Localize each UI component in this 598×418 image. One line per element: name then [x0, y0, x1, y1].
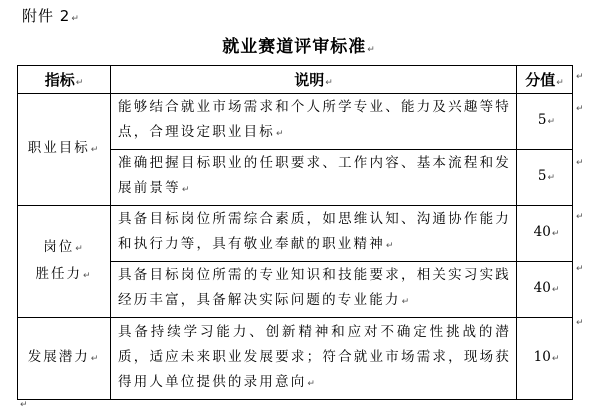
attachment-label [22, 6, 80, 29]
description-cell [111, 318, 517, 400]
row-end-mark-icon: ↵ [576, 104, 584, 114]
indicator-label-line1: 岗位 [43, 238, 75, 255]
table-row [18, 318, 573, 400]
row-end-mark-icon: ↵ [576, 264, 584, 274]
paragraph-mark-icon: ↵ [307, 378, 318, 389]
paragraph-mark-icon: ↵ [367, 45, 376, 55]
header-description [111, 66, 517, 94]
criteria-table [17, 65, 573, 400]
description-text: 具备持续学习能力、创新精神和应对不确定性挑战的潜质，适应未来职业发展要求；符合就业市场需求，现场获得用人单位提供的录用意向 [118, 323, 511, 390]
score-cell [517, 206, 573, 262]
header-indicator-label: 指标 [44, 71, 75, 89]
description-text: 准确把握目标职业的任职要求、工作内容、基本流程和发展前景等 [118, 155, 511, 196]
score-cell [517, 262, 573, 318]
paragraph-mark-icon: ↵ [276, 129, 286, 139]
header-score [517, 66, 573, 94]
score-value: 40 [533, 280, 551, 296]
paragraph-mark-icon: ↵ [20, 400, 28, 410]
paragraph-mark-icon: ↵ [181, 185, 192, 195]
score-cell [517, 318, 573, 400]
score-value: 10 [533, 349, 551, 365]
indicator-label: 职业目标 [27, 140, 90, 156]
paragraph-mark-icon: ↵ [551, 354, 560, 364]
header-indicator [18, 66, 111, 94]
description-text: 能够结合就业市场需求和个人所学专业、能力及兴趣等特点，合理设定职业目标 [118, 99, 511, 140]
indicator-cell-career-goal [18, 94, 111, 206]
indicator-label: 发展潜力 [27, 349, 90, 365]
paragraph-mark-icon: ↵ [71, 14, 80, 24]
paragraph-mark-icon: ↵ [556, 78, 564, 88]
table-row [18, 206, 573, 262]
paragraph-mark-icon: ↵ [325, 78, 333, 88]
row-end-mark-icon: ↵ [576, 158, 584, 168]
paragraph-mark-icon: ↵ [75, 78, 84, 88]
description-cell [111, 150, 517, 206]
description-text: 具备目标岗位所需的专业知识和技能要求，相关实习实践经历丰富，具备解决实际问题的专业能力 [118, 267, 511, 308]
table-row [18, 94, 573, 150]
header-score-label: 分值 [525, 71, 556, 89]
document-title [0, 36, 598, 61]
paragraph-mark-icon: ↵ [551, 229, 560, 239]
description-cell [111, 94, 517, 150]
paragraph-mark-icon: ↵ [75, 243, 85, 254]
document-title-text: 就业赛道评审标准 [222, 37, 367, 57]
indicator-cell-job-competency [18, 206, 111, 318]
score-value: 40 [533, 224, 551, 240]
description-cell [111, 262, 517, 318]
description-text: 具备目标岗位所需综合素质，如思维认知、沟通协作能力和执行力等，具有敬业奉献的职业精神 [118, 211, 511, 252]
table-header-row [18, 66, 573, 94]
paragraph-mark-icon: ↵ [90, 354, 101, 364]
row-end-mark-icon: ↵ [576, 212, 584, 222]
paragraph-mark-icon: ↵ [385, 241, 396, 251]
paragraph-mark-icon: ↵ [82, 270, 93, 281]
paragraph-mark-icon: ↵ [551, 285, 560, 295]
header-description-label: 说明 [294, 71, 325, 89]
score-value: 5 [537, 168, 547, 184]
row-end-mark-icon: ↵ [576, 72, 584, 82]
indicator-label-line2: 胜任力 [35, 265, 82, 282]
score-cell [517, 94, 573, 150]
paragraph-mark-icon: ↵ [547, 117, 556, 127]
row-end-mark-icon: ↵ [576, 318, 584, 328]
attachment-label-text: 附件 2 [22, 7, 71, 25]
paragraph-mark-icon: ↵ [547, 173, 556, 183]
score-cell [517, 150, 573, 206]
paragraph-mark-icon: ↵ [401, 297, 412, 307]
paragraph-mark-icon: ↵ [90, 145, 101, 155]
indicator-cell-development-potential [18, 318, 111, 400]
score-value: 5 [537, 112, 547, 128]
description-cell [111, 206, 517, 262]
